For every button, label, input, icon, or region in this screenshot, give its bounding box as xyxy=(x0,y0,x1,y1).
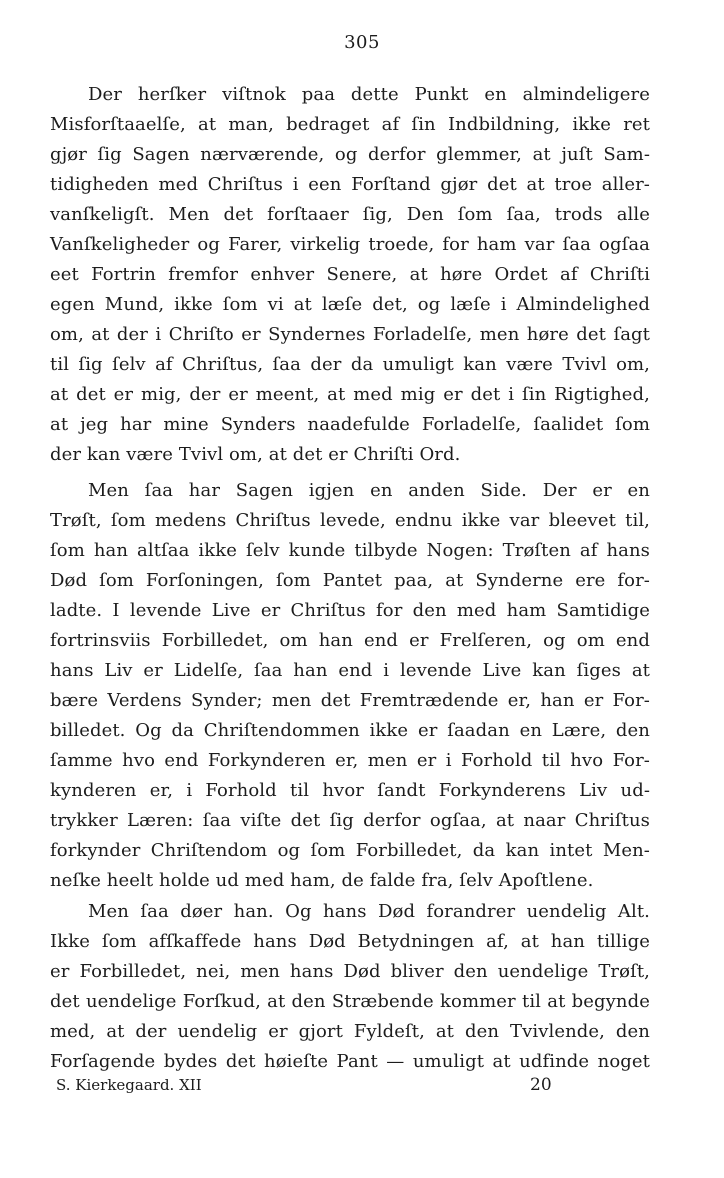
text-line: eet Fortrin fremfor enhver Senere, at høre Ordet af Chriſti xyxy=(50,264,650,285)
paragraph-1 xyxy=(50,80,650,470)
page-number: 305 xyxy=(344,32,380,53)
text-line: egen Mund, ikke ſom vi at læſe det, og læſe i Almindelighed xyxy=(50,294,650,315)
text-line: Trøſt, ſom medens Chriſtus levede, endnu ikke var bleevet til, xyxy=(50,510,650,531)
text-line: forkynder Chriſtendom og ſom Forbilledet, da kan intet Men- xyxy=(50,840,650,861)
text-line: Død ſom Forſoningen, ſom Pantet paa, at Synderne ere for- xyxy=(50,570,650,591)
text-line: trykker Læren: ſaa viſte det ſig derfor ogſaa, at naar Chriſtus xyxy=(50,810,650,831)
text-line: fortrinsviis Forbilledet, om han end er Frelſeren, og om end xyxy=(50,630,650,651)
sheet-number: 20 xyxy=(530,1075,552,1095)
text-line: ſom han altſaa ikke ſelv kunde tilbyde Nogen: Trøſten af hans xyxy=(50,540,650,561)
text-line: Men ſaa døer han. Og hans Død forandrer uendelig Alt. xyxy=(88,901,650,922)
text-line: bære Verdens Synder; men det Fremtrædende er, han er For- xyxy=(50,690,650,711)
paragraph-2 xyxy=(50,476,650,896)
text-line: der kan være Tvivl om, at det er Chriſti Ord. xyxy=(50,444,461,465)
text-line: Ikke ſom afſkaffede hans Død Betydningen af, at han tillige xyxy=(50,931,650,952)
text-line: om, at der i Chriſto er Syndernes Forladelſe, men høre det ſagt xyxy=(50,324,650,345)
text-line: vanſkeligſt. Men det forſtaaer ſig, Den ſom ſaa, trods alle xyxy=(50,204,650,225)
text-line: gjør ſig Sagen nærværende, og derfor glemmer, at juſt Sam- xyxy=(50,144,650,165)
text-line: er Forbilledet, nei, men hans Død bliver den uendelige Trøſt, xyxy=(50,961,650,982)
text-line: hans Liv er Lidelſe, ſaa han end i levende Live kan ſiges at xyxy=(50,660,650,681)
text-line: billedet. Og da Chriſtendommen ikke er ſaadan en Lære, den xyxy=(50,720,650,741)
text-line: Forſagende bydes det høieſte Pant — umuligt at udfinde noget xyxy=(50,1051,650,1072)
text-line: neſke heelt holde ud med ham, de falde fra, ſelv Apoſtlene. xyxy=(50,870,594,891)
text-line: Men ſaa har Sagen igjen en anden Side. Der er en xyxy=(88,480,650,501)
text-line: at det er mig, der er meent, at med mig er det i ſin Rigtighed, xyxy=(50,384,650,405)
text-line: Vanſkeligheder og Farer, virkelig troede, for ham var ſaa ogſaa xyxy=(50,234,650,255)
printer-signature: S. Kierkegaard. XII xyxy=(56,1076,202,1094)
text-line: ſamme hvo end Forkynderen er, men er i Forhold til hvo For- xyxy=(50,750,650,771)
text-line: at jeg har mine Synders naadefulde Forladelſe, ſaalidet ſom xyxy=(50,414,650,435)
text-line: tidigheden med Chriſtus i een Forſtand gjør det at troe aller- xyxy=(50,174,650,195)
text-line: kynderen er, i Forhold til hvor ſandt Forkynderens Liv ud- xyxy=(50,780,650,801)
text-line: det uendelige Forſkud, at den Stræbende kommer til at begynde xyxy=(50,991,650,1012)
text-line: Der herſker viſtnok paa dette Punkt en almindeligere xyxy=(88,84,650,105)
text-line: med, at der uendelig er gjort Fyldeſt, at den Tvivlende, den xyxy=(50,1021,650,1042)
text-line: ladte. I levende Live er Chriſtus for den med ham Samtidige xyxy=(50,600,650,621)
text-line: Misforſtaaelſe, at man, bedraget af ſin Indbildning, ikke ret xyxy=(50,114,650,135)
page-footer xyxy=(56,1070,556,1100)
text-line: til ſig ſelv af Chriſtus, ſaa der da umuligt kan være Tvivl om, xyxy=(50,354,650,375)
paragraph-3 xyxy=(50,897,650,1077)
